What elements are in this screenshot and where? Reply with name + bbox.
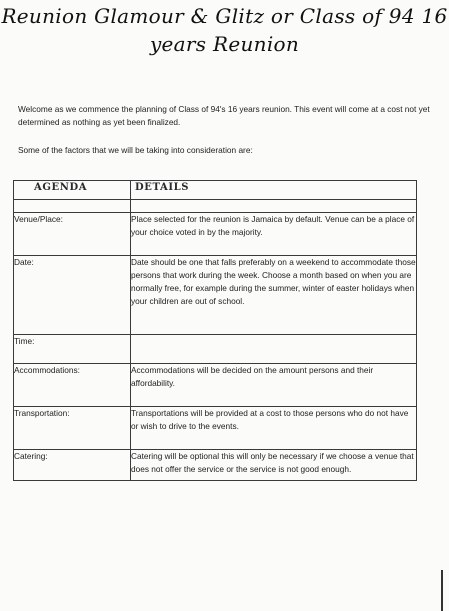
agenda-item-accommodations: Accommodations: (14, 364, 131, 407)
details-venue: Place selected for the reunion is Jamaica by default. Venue can be a place of your choice voted in by the majority. (131, 213, 417, 256)
details-date: Date should be one that falls preferably on a weekend to accommodate those persons that work during the week. Choose a month based on when you are normally free, for example during the summer, winter of easter holidays when your children are out of school. (131, 256, 417, 335)
details-accommodations: Accommodations will be decided on the amount persons and their affordability. (131, 364, 417, 407)
table-row (14, 335, 417, 364)
agenda-item-catering: Catering: (14, 450, 131, 481)
scan-edge-mark (441, 570, 443, 611)
details-transportation: Transportations will be provided at a cost to those persons who do not have or wish to drive to the events. (131, 407, 417, 450)
factors-intro: Some of the factors that we will be taking into consideration are: (18, 145, 253, 155)
details-time (131, 335, 417, 364)
agenda-item-date: Date: (14, 256, 131, 335)
table-header-row (14, 181, 417, 200)
details-header: DETAILS (131, 181, 417, 200)
details-catering: Catering will be optional this will only be necessary if we choose a venue that does not offer the service or the service is not good enough. (131, 450, 417, 481)
agenda-item-transportation: Transportation: (14, 407, 131, 450)
table-row (14, 450, 417, 481)
agenda-item-time: Time: (14, 335, 131, 364)
table-row (14, 364, 417, 407)
title-line-2: years Reunion (149, 32, 300, 56)
table-row (14, 213, 417, 256)
spacer-row (14, 200, 417, 213)
agenda-table (13, 180, 417, 481)
agenda-item-venue: Venue/Place: (14, 213, 131, 256)
intro-paragraph: Welcome as we commence the planning of Class of 94's 16 years reunion. This event will come at a cost not yet determined as nothing as yet been finalized. (18, 104, 430, 127)
table-row (14, 407, 417, 450)
title-line-1: Reunion Glamour & Glitz or Class of 94 16 (1, 4, 448, 28)
document-title (0, 2, 449, 58)
table-row (14, 256, 417, 335)
agenda-header: AGENDA (14, 181, 131, 200)
